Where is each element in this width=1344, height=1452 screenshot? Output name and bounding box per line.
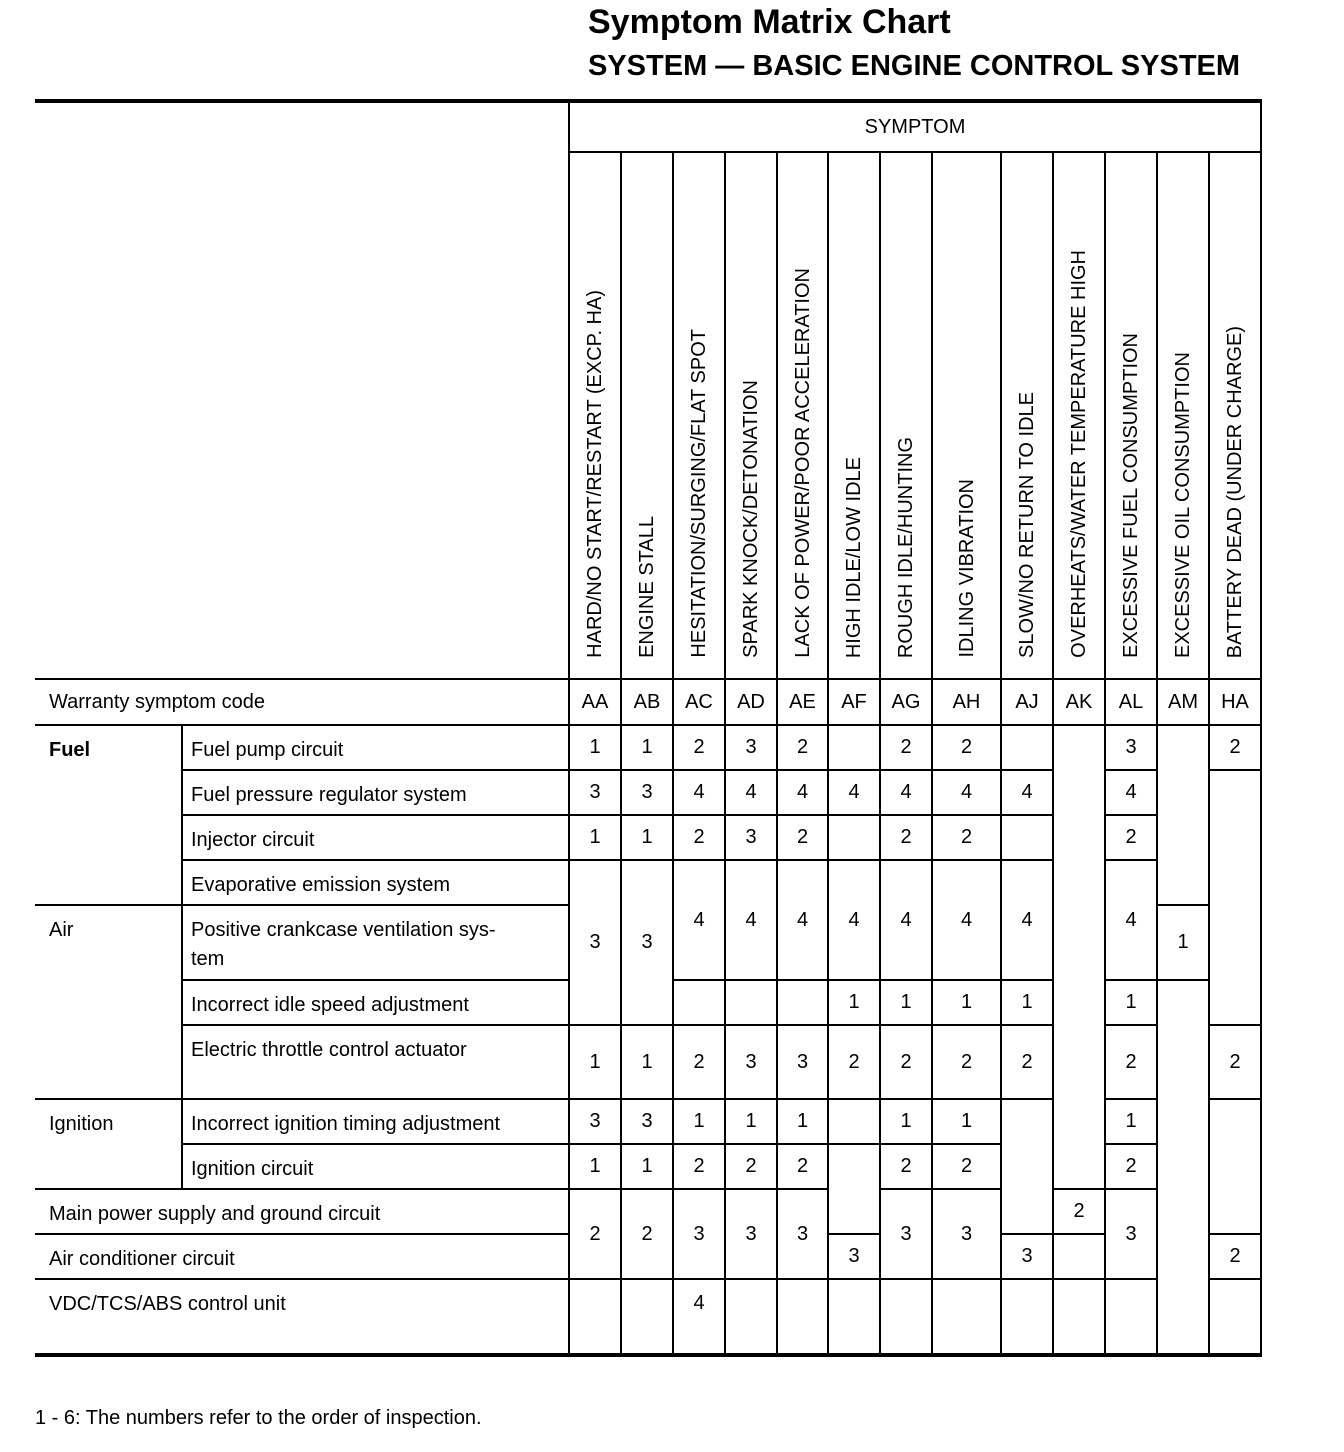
symptom-name: HIGH IDLE/LOW IDLE (843, 456, 865, 658)
warranty-code: AA (569, 679, 621, 725)
inspection-order-cell: 1 (880, 980, 932, 1025)
inspection-order-cell (1001, 815, 1053, 860)
warranty-code: AF (828, 679, 880, 725)
inspection-order-cell: 2 (777, 1144, 828, 1189)
inspection-order-cell: 3 (880, 1189, 932, 1279)
inspection-order-cell: 1 (569, 725, 621, 770)
symptom-column-header (621, 152, 673, 679)
inspection-order-cell: 4 (673, 1279, 725, 1355)
inspection-order-cell: 2 (673, 815, 725, 860)
inspection-order-cell: 1 (828, 980, 880, 1025)
inspection-order-cell (828, 725, 880, 770)
inspection-order-cell (1209, 1099, 1261, 1234)
page-title: Symptom Matrix Chart (588, 3, 951, 41)
warranty-code: AJ (1001, 679, 1053, 725)
inspection-order-cell (621, 1279, 673, 1355)
inspection-order-cell: 3 (828, 1234, 880, 1279)
inspection-order-cell: 3 (569, 860, 621, 1025)
category-label: Ignition (35, 1099, 182, 1189)
symptom-name: EXCESSIVE FUEL CONSUMPTION (1120, 333, 1142, 658)
inspection-order-cell: 2 (1209, 1234, 1261, 1279)
symptom-name: HARD/NO START/RESTART (EXCP. HA) (584, 290, 606, 658)
inspection-order-cell: 4 (932, 770, 1001, 815)
system-label: Main power supply and ground circuit (35, 1189, 569, 1234)
inspection-order-cell (1157, 980, 1209, 1355)
inspection-order-cell: 3 (569, 1099, 621, 1144)
inspection-order-cell: 1 (569, 1025, 621, 1099)
inspection-order-cell (828, 1279, 880, 1355)
symptom-header: SYMPTOM (569, 101, 1261, 152)
inspection-order-cell: 2 (673, 1025, 725, 1099)
symptom-name: BATTERY DEAD (UNDER CHARGE) (1224, 325, 1246, 658)
symptom-column-header (932, 152, 1001, 679)
inspection-order-cell: 4 (880, 860, 932, 980)
inspection-item: Ignition circuit (182, 1144, 569, 1189)
warranty-code: AH (932, 679, 1001, 725)
inspection-order-cell: 1 (777, 1099, 828, 1144)
inspection-item: Electric throttle control actuator (182, 1025, 569, 1099)
inspection-order-cell (725, 980, 777, 1025)
inspection-order-cell: 2 (1001, 1025, 1053, 1099)
symptom-column-header (1157, 152, 1209, 679)
inspection-order-cell: 2 (569, 1189, 621, 1279)
footnote: 1 - 6: The numbers refer to the order of inspection. (35, 1407, 482, 1429)
inspection-order-cell: 4 (673, 860, 725, 980)
inspection-order-cell: 2 (932, 1025, 1001, 1099)
matrix-row (35, 725, 1261, 770)
inspection-item: Fuel pressure regulator system (182, 770, 569, 815)
inspection-order-cell: 1 (1001, 980, 1053, 1025)
inspection-order-cell: 4 (725, 770, 777, 815)
inspection-order-cell (932, 1279, 1001, 1355)
inspection-order-cell: 4 (932, 860, 1001, 980)
inspection-order-cell (828, 815, 880, 860)
category-label: Fuel (35, 725, 182, 905)
inspection-order-cell: 3 (1001, 1234, 1053, 1279)
inspection-order-cell: 1 (1105, 1099, 1157, 1144)
inspection-item: Positive crankcase ventilation sys- tem (182, 905, 569, 980)
inspection-order-cell: 2 (880, 1025, 932, 1099)
inspection-order-cell: 4 (828, 770, 880, 815)
inspection-order-cell: 3 (725, 725, 777, 770)
inspection-item: Injector circuit (182, 815, 569, 860)
symptom-column-header (1001, 152, 1053, 679)
inspection-order-cell: 3 (725, 815, 777, 860)
inspection-order-cell (725, 1279, 777, 1355)
inspection-order-cell: 2 (1209, 1025, 1261, 1099)
inspection-order-cell: 3 (725, 1189, 777, 1279)
inspection-order-cell: 3 (621, 860, 673, 1025)
matrix-row (35, 1189, 1261, 1234)
category-label: Air (35, 905, 182, 1099)
inspection-order-cell: 1 (569, 1144, 621, 1189)
symptom-column-header (1105, 152, 1157, 679)
inspection-item: Fuel pump circuit (182, 725, 569, 770)
inspection-order-cell: 4 (880, 770, 932, 815)
inspection-order-cell (1001, 1279, 1053, 1355)
inspection-order-cell (880, 1279, 932, 1355)
inspection-order-cell: 2 (932, 725, 1001, 770)
warranty-label: Warranty symptom code (35, 679, 569, 725)
inspection-order-cell: 4 (777, 770, 828, 815)
inspection-order-cell: 4 (1001, 860, 1053, 980)
symptom-column-header (880, 152, 932, 679)
inspection-order-cell: 3 (932, 1189, 1001, 1279)
inspection-order-cell: 1 (621, 1025, 673, 1099)
inspection-order-cell: 2 (932, 815, 1001, 860)
header-row (35, 101, 1261, 152)
inspection-order-cell: 1 (621, 725, 673, 770)
inspection-order-cell: 2 (673, 1144, 725, 1189)
symptom-name: SLOW/NO RETURN TO IDLE (1016, 392, 1038, 658)
inspection-order-cell: 2 (777, 815, 828, 860)
inspection-order-cell: 2 (777, 725, 828, 770)
symptom-name: EXCESSIVE OIL CONSUMPTION (1172, 352, 1194, 658)
warranty-code: AM (1157, 679, 1209, 725)
symptom-name: IDLING VIBRATION (955, 479, 978, 658)
inspection-order-cell: 1 (673, 1099, 725, 1144)
warranty-code-row (35, 679, 1261, 725)
inspection-order-cell: 3 (725, 1025, 777, 1099)
inspection-item: Incorrect ignition timing adjustment (182, 1099, 569, 1144)
inspection-order-cell: 1 (725, 1099, 777, 1144)
inspection-order-cell (1053, 1234, 1105, 1279)
warranty-code: AC (673, 679, 725, 725)
inspection-order-cell (828, 1144, 880, 1234)
inspection-order-cell: 2 (880, 725, 932, 770)
page-subtitle: SYSTEM — BASIC ENGINE CONTROL SYSTEM (588, 50, 1241, 82)
inspection-order-cell (1157, 725, 1209, 905)
inspection-order-cell (1053, 1279, 1105, 1355)
symptom-column-header (1053, 152, 1105, 679)
inspection-order-cell: 2 (880, 815, 932, 860)
symptom-column-header (1209, 152, 1261, 679)
inspection-order-cell: 2 (828, 1025, 880, 1099)
inspection-order-cell: 1 (880, 1099, 932, 1144)
inspection-item: Incorrect idle speed adjustment (182, 980, 569, 1025)
inspection-item: Evaporative emission system (182, 860, 569, 905)
symptom-name: ROUGH IDLE/HUNTING (895, 436, 917, 658)
inspection-order-cell: 1 (1157, 905, 1209, 980)
inspection-order-cell: 3 (673, 1189, 725, 1279)
inspection-order-cell (673, 980, 725, 1025)
inspection-order-cell: 2 (621, 1189, 673, 1279)
inspection-order-cell: 2 (1053, 1189, 1105, 1234)
symptom-column-header (569, 152, 621, 679)
system-label: VDC/TCS/ABS control unit (35, 1279, 569, 1355)
inspection-order-cell: 1 (621, 815, 673, 860)
symptom-column-header (777, 152, 828, 679)
inspection-order-cell: 1 (1105, 980, 1157, 1025)
inspection-order-cell (569, 1279, 621, 1355)
inspection-order-cell: 1 (932, 980, 1001, 1025)
inspection-order-cell: 3 (1105, 725, 1157, 770)
symptom-name: SPARK KNOCK/DETONATION (740, 380, 762, 658)
inspection-order-cell (1001, 1099, 1053, 1234)
inspection-order-cell (777, 1279, 828, 1355)
inspection-order-cell (1001, 725, 1053, 770)
inspection-order-cell: 3 (1105, 1189, 1157, 1279)
symptom-column-header (725, 152, 777, 679)
inspection-order-cell: 2 (1209, 725, 1261, 770)
inspection-order-cell (1053, 725, 1105, 1189)
inspection-order-cell: 2 (1105, 1144, 1157, 1189)
symptom-column-header (673, 152, 725, 679)
system-label: Air conditioner circuit (35, 1234, 569, 1279)
warranty-code: HA (1209, 679, 1261, 725)
inspection-order-cell (1209, 770, 1261, 1025)
inspection-order-cell: 1 (932, 1099, 1001, 1144)
inspection-order-cell: 3 (621, 1099, 673, 1144)
inspection-order-cell: 3 (777, 1189, 828, 1279)
inspection-order-cell: 4 (1001, 770, 1053, 815)
inspection-order-cell: 4 (1105, 860, 1157, 980)
header-blank-cell (35, 101, 569, 679)
inspection-order-cell: 1 (621, 1144, 673, 1189)
inspection-order-cell (828, 1099, 880, 1144)
warranty-code: AE (777, 679, 828, 725)
warranty-code: AG (880, 679, 932, 725)
inspection-order-cell: 3 (777, 1025, 828, 1099)
inspection-order-cell (777, 980, 828, 1025)
symptom-name: HESITATION/SURGING/FLAT SPOT (688, 329, 710, 658)
symptom-matrix-table (35, 99, 1262, 1357)
symptom-name: ENGINE STALL (636, 516, 658, 658)
inspection-order-cell: 4 (777, 860, 828, 980)
symptom-name: OVERHEATS/WATER TEMPERATURE HIGH (1068, 250, 1090, 658)
inspection-order-cell (1209, 1279, 1261, 1355)
inspection-order-cell: 4 (725, 860, 777, 980)
inspection-order-cell: 4 (828, 860, 880, 980)
inspection-order-cell: 3 (569, 770, 621, 815)
matrix-row (35, 1279, 1261, 1355)
warranty-code: AL (1105, 679, 1157, 725)
inspection-order-cell: 3 (621, 770, 673, 815)
inspection-order-cell: 4 (673, 770, 725, 815)
warranty-code: AB (621, 679, 673, 725)
inspection-order-cell: 2 (932, 1144, 1001, 1189)
inspection-order-cell: 1 (569, 815, 621, 860)
inspection-order-cell: 2 (1105, 815, 1157, 860)
inspection-order-cell: 2 (1105, 1025, 1157, 1099)
warranty-code: AD (725, 679, 777, 725)
warranty-code: AK (1053, 679, 1105, 725)
symptom-name: LACK OF POWER/POOR ACCELERATION (791, 268, 814, 658)
symptom-column-header (828, 152, 880, 679)
inspection-order-cell (1105, 1279, 1157, 1355)
inspection-order-cell: 2 (673, 725, 725, 770)
inspection-order-cell: 2 (725, 1144, 777, 1189)
inspection-order-cell: 2 (880, 1144, 932, 1189)
inspection-order-cell: 4 (1105, 770, 1157, 815)
